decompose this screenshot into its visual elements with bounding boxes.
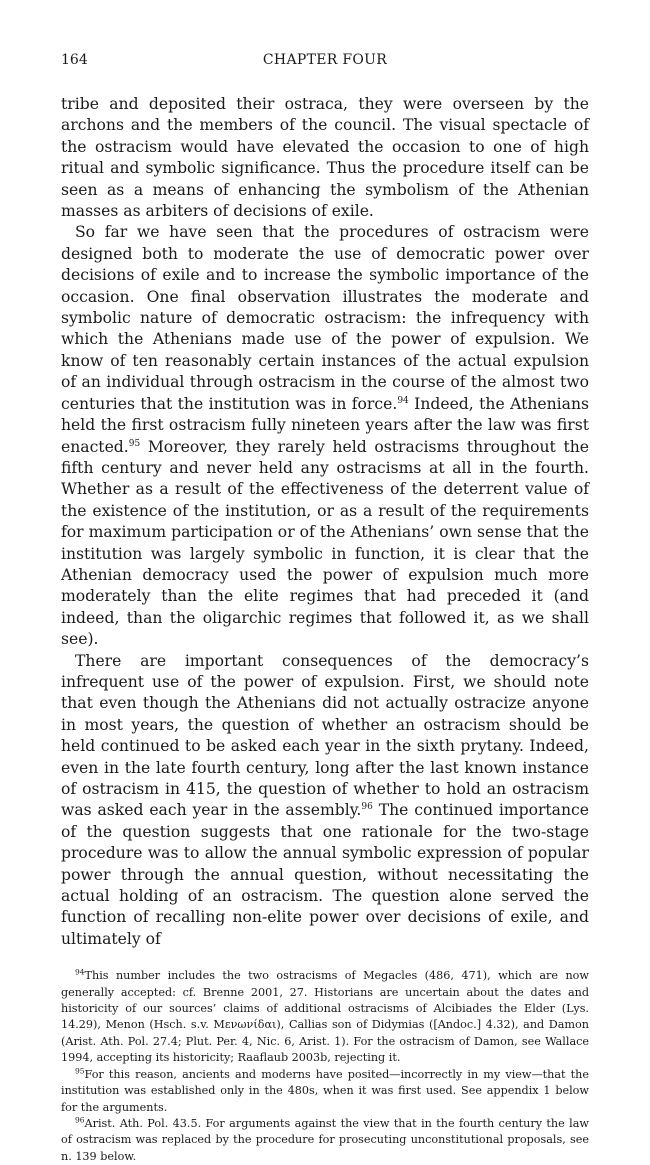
footnote-94 [61, 968, 589, 1066]
main-text [61, 94, 589, 950]
paragraph-2-part-b: Indeed, the Athenians held the first ostracism fully nineteen years after the law was first enacted. [61, 394, 589, 456]
footnote-ref-94: 94 [397, 395, 409, 406]
footnote-number: 96 [75, 1115, 85, 1125]
paragraph-3 [61, 651, 589, 951]
footnote-96 [61, 1116, 589, 1165]
footnote-text: For this reason, ancients and moderns have posited—incorrectly in my view—that the institution was established only in the 480s, when it was first used. See appendix 1 below for the arguments. [61, 1067, 589, 1114]
running-header [61, 52, 589, 76]
footnote-text: This number includes the two ostracisms of Megacles (486, 471), which are now generally accepted: cf. Brenne 2001, 27. Historians are uncertain about the dates and historicity of our sources’ claims of additional ostracisms of Alcibiades the Elder (Lys. 14.29), Menon (Hsch. s.v. Μενωνίδαι), Callias son of Didymias ([Andoc.] 4.32), and Damon (Arist. Ath. Pol. 27.4; Plut. Per. 4, Nic. 6, Arist. 1). For the ostracism of Damon, see Wallace 1994, accepting its historicity; Raaflaub 2003b, rejecting it. [61, 969, 589, 1065]
paragraph-3-part-a: There are important consequences of the democracy’s infrequent use of the power of expulsion. First, we should note that even though the Athenians did not actually ostracize anyone in most years, the question of whether an ostracism should be held continued to be asked each year in the sixth prytany. Indeed, even in the late fourth century, long after the last known instance of ostracism in 415, the question of whether to hold an ostracism was asked each year in the assembly. [61, 651, 589, 820]
paragraph-2 [61, 222, 589, 650]
chapter-title: CHAPTER FOUR [262, 52, 388, 68]
paragraph-2-part-a: So far we have seen that the procedures of ostracism were designed both to moderate the use of democratic power over decisions of exile and to increase the symbolic importance of the occasion. One final observation illustrates the moderate and symbolic nature of democratic ostracism: the infrequency with which the Athenians made use of the power of expulsion. We know of ten reasonably certain instances of the actual expulsion of an individual through ostracism in the course of the almost two centuries that the institution was in force. [61, 223, 589, 413]
paragraph-1: tribe and deposited their ostraca, they were overseen by the archons and the members of the council. The visual spectacle of the ostracism would have elevated the occasion to one of high ritual and symbolic significance. Thus the procedure itself can be seen as a means of enhancing the symbolism of the Athenian masses as arbiters of decisions of exile. [61, 95, 589, 221]
footnotes [61, 968, 589, 1165]
footnote-number: 94 [75, 967, 85, 977]
footnote-text: Arist. Ath. Pol. 43.5. For arguments against the view that in the fourth century the law of ostracism was replaced by the procedure for prosecuting unconstitutional proposals, see n. 139 below. [61, 1116, 589, 1163]
footnote-ref-95: 95 [128, 438, 141, 449]
footnote-number: 95 [75, 1065, 85, 1075]
paragraph-2-part-c: Moreover, they rarely held ostracisms throughout the fifth century and never held any ostracisms at all in the fourth. Whether as a result of the effectiveness of the deterrent value of the existence of the institution, or as a result of the requirements for maximum participation or of the Athenians’ own sense that the institution was largely symbolic in function, it is clear that the Athenian democracy used the power of expulsion much more moderately than the elite regimes that had preceded it (and indeed, than the oligarchic regimes that followed it, as we shall see). [61, 437, 589, 649]
page-number: 164 [61, 52, 88, 68]
book-page [61, 52, 589, 1165]
footnote-95 [61, 1067, 589, 1116]
footnote-ref-96: 96 [361, 802, 373, 813]
paragraph-3-part-b: The continued importance of the question suggests that one rationale for the two-stage procedure was to allow the annual symbolic expression of popular power through the annual question, without necessitating the actual holding of an ostracism. The question alone served the function of recalling non-elite power over decisions of exile, and ultimately of [61, 801, 589, 948]
